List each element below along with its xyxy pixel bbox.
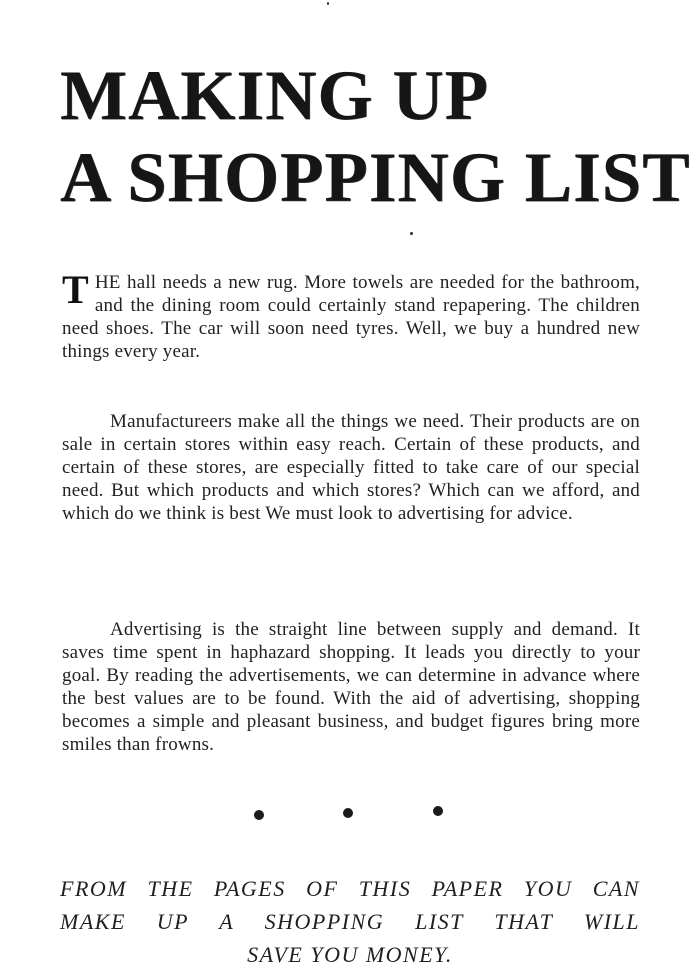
title-line-2: A SHOPPING LIST bbox=[60, 139, 691, 217]
footer-line-1: FROM THE PAGES OF THIS PAPER YOU CAN bbox=[60, 876, 640, 901]
paragraph-1: THE hall needs a new rug. More towels are needed for the bathroom, and the dining room could certainly stand repapering. The children need shoes. The car will soon need tyres. Well, we buy a hundred new things every year. bbox=[62, 267, 640, 362]
paragraph-3: Advertising is the straight line between supply and demand. It saves time spent in haphazard shopping. It leads you directly to your goal. By reading the advertisements, we can determine in advance where the best values are to be found. With the aid of advertising, shopping becomes a simple and pleasant business, and budget figures bring more smiles than frowns. bbox=[62, 619, 640, 755]
divider-dot-icon bbox=[254, 810, 264, 820]
title-line-1: MAKING UP bbox=[60, 57, 490, 135]
divider-dot-icon bbox=[343, 808, 353, 818]
footer-line-3: SAVE YOU MONEY. bbox=[247, 942, 453, 967]
print-speck bbox=[327, 2, 329, 5]
paragraph-2: Manufactureers make all the things we need. Their products are on sale in certain stores within easy reach. Certain of these products, and certain of these stores, are especially fitted to take care of our special need. But which products and which stores? Which can we afford, and which do we think is best We must look to advertising for advice. bbox=[62, 411, 640, 524]
page-title bbox=[60, 55, 691, 219]
footer-tagline bbox=[60, 872, 640, 971]
footer-line-2: MAKE UP A SHOPPING LIST THAT WILL bbox=[60, 909, 640, 934]
print-speck bbox=[410, 232, 413, 235]
divider-dot-icon bbox=[433, 806, 443, 816]
section-divider bbox=[250, 806, 450, 822]
